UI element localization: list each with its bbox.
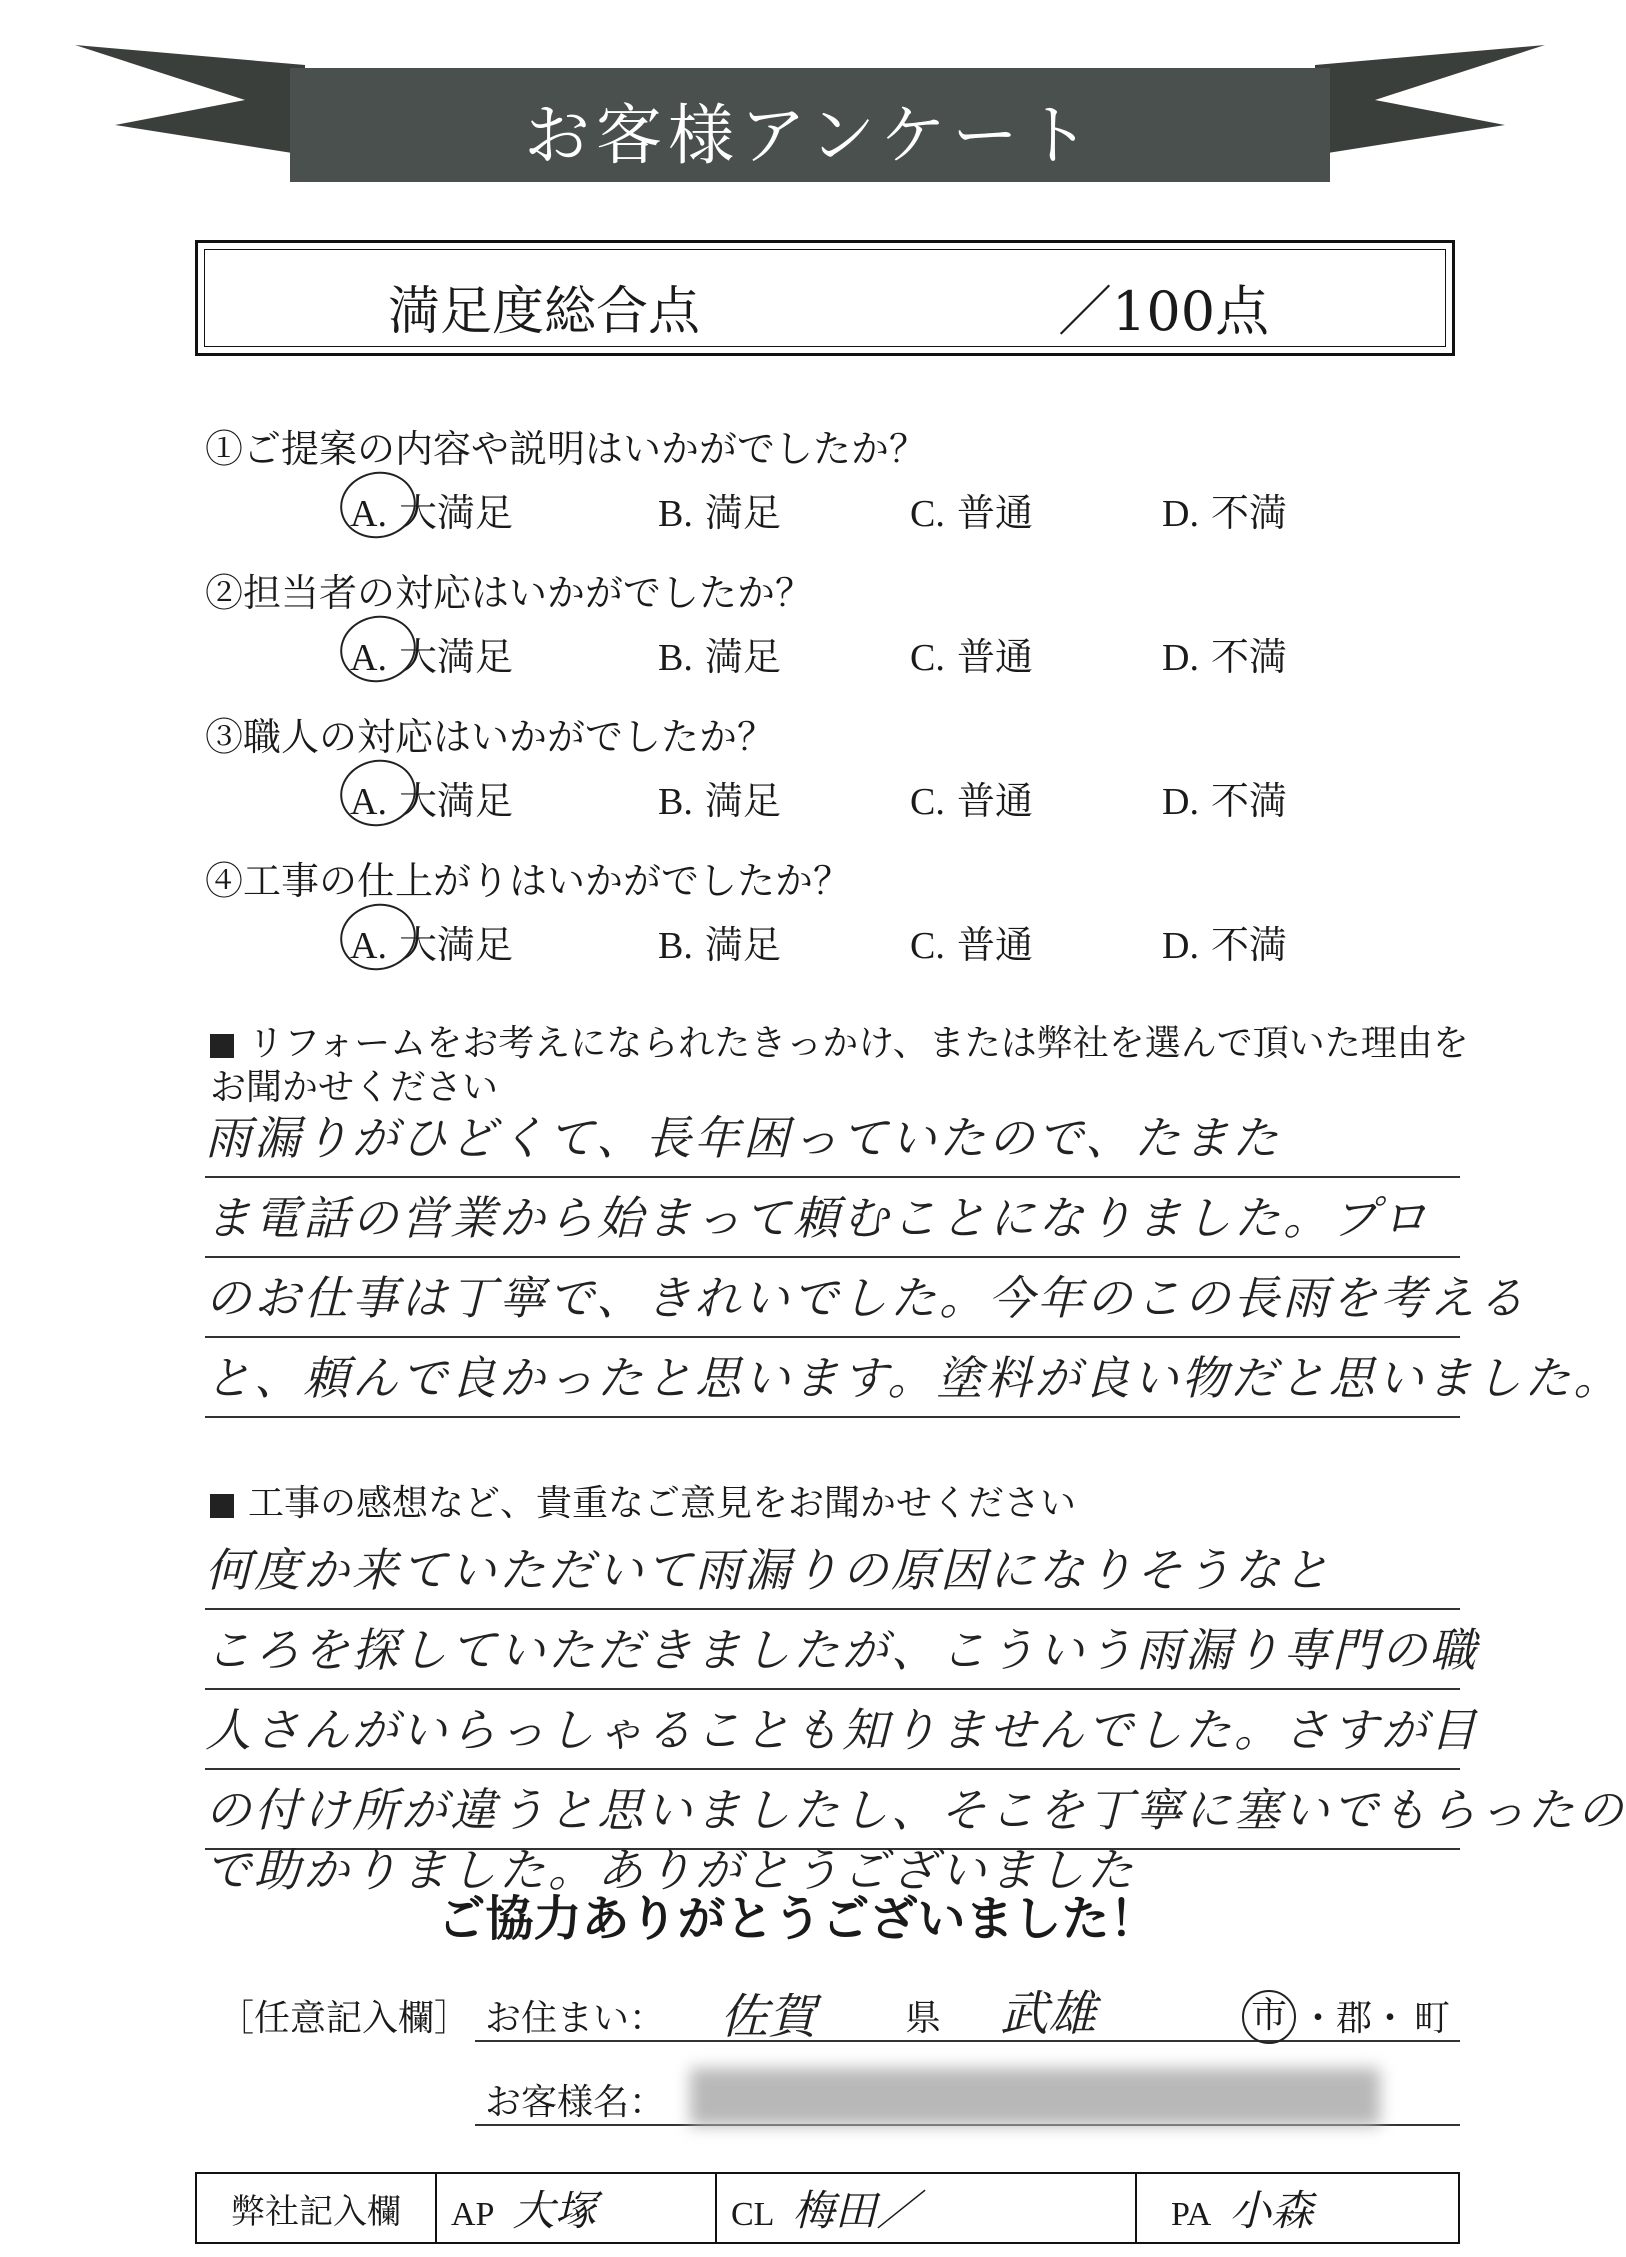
prefecture-value: 佐賀 [720,1989,817,2045]
city-type-circled: 市 [1242,1990,1296,2044]
options-q1 [350,482,1350,542]
gun-label: ・郡・ [1300,1998,1409,2039]
impression-line: 何度か来ていただいて雨漏りの原因になりそうなと [205,1540,1460,1610]
option-c[interactable]: C. 普通 [910,923,1033,967]
option-c[interactable]: C. 普通 [910,635,1033,679]
options-q4 [350,914,1350,974]
prefecture-suffix: 県 [905,1998,942,2039]
office-label: 弊社記入欄 [196,2173,436,2243]
option-b[interactable]: B. 満足 [658,491,781,535]
option-a[interactable]: A. 大満足 [350,626,513,681]
reason-line: と、頼んで良かったと思います。塗料が良い物だと思いました。 [205,1348,1460,1418]
bullet-square-icon [210,1034,234,1058]
reason-line: 雨漏りがひどくて、長年困っていたので、たまた [205,1108,1460,1178]
option-c[interactable]: C. 普通 [910,491,1033,535]
reason-heading: リフォームをお考えになられたきっかけ、または弊社を選んで頂いた理由を お聞かせください [210,1023,1469,1108]
option-d[interactable]: D. 不満 [1162,635,1288,679]
option-c[interactable]: C. 普通 [910,779,1033,823]
thanks-message: ご協力ありがとうございました！ [437,1891,1158,1947]
option-a[interactable]: A. 大満足 [350,482,513,537]
city-value: 武雄 [1000,1986,1097,2042]
option-d[interactable]: D. 不満 [1162,779,1288,823]
redacted-name [690,2068,1380,2126]
ap-cell: AP 大塚 [436,2173,716,2243]
score-label: 満足度総合点 [388,282,701,342]
impression-heading: 工事の感想など、貴重なご意見をお聞かせください [210,1482,1076,1526]
options-q3 [350,770,1350,830]
title-banner [75,40,1545,190]
option-b[interactable]: B. 満足 [658,923,781,967]
optional-label: ［任意記入欄］ [218,1998,471,2039]
bullet-square-icon [210,1494,234,1518]
option-b[interactable]: B. 満足 [658,635,781,679]
cl-cell: CL 梅田／ [716,2173,1136,2243]
address-label: お住まい： [485,1998,666,2039]
option-d[interactable]: D. 不満 [1162,491,1288,535]
name-label: お客様名： [485,2082,666,2123]
question-1: ①ご提案の内容や説明はいかがでしたか？ [205,427,928,471]
option-d[interactable]: D. 不満 [1162,923,1288,967]
option-b[interactable]: B. 満足 [658,779,781,823]
options-q2 [350,626,1350,686]
option-a[interactable]: A. 大満足 [350,914,513,969]
question-2: ②担当者の対応はいかがでしたか？ [205,571,814,615]
impression-line: の付け所が違うと思いましたし、そこを丁寧に塞いでもらったの [205,1780,1460,1850]
option-a[interactable]: A. 大満足 [350,770,513,825]
question-3: ③職人の対応はいかがでしたか？ [205,715,776,759]
office-table [195,2172,1460,2244]
question-4: ④工事の仕上がりはいかがでしたか？ [205,859,852,903]
reason-line: ま電話の営業から始まって頼むことになりました。プロ [205,1188,1460,1258]
score-total: ／100点 [1058,280,1270,343]
reason-line: のお仕事は丁寧で、きれいでした。今年のこの長雨を考える [205,1268,1460,1338]
impression-line: で助かりました。ありがとうございました [205,1843,1136,1897]
score-box [195,240,1455,356]
pa-cell: PA 小森 [1136,2173,1459,2243]
impression-line: 人さんがいらっしゃることも知りませんでした。さすが目 [205,1700,1460,1770]
impression-line: ころを探していただきましたが、こういう雨漏り専門の職 [205,1620,1460,1690]
town-label: 町 [1414,1998,1451,2039]
page-title: お客様アンケート [523,97,1097,174]
